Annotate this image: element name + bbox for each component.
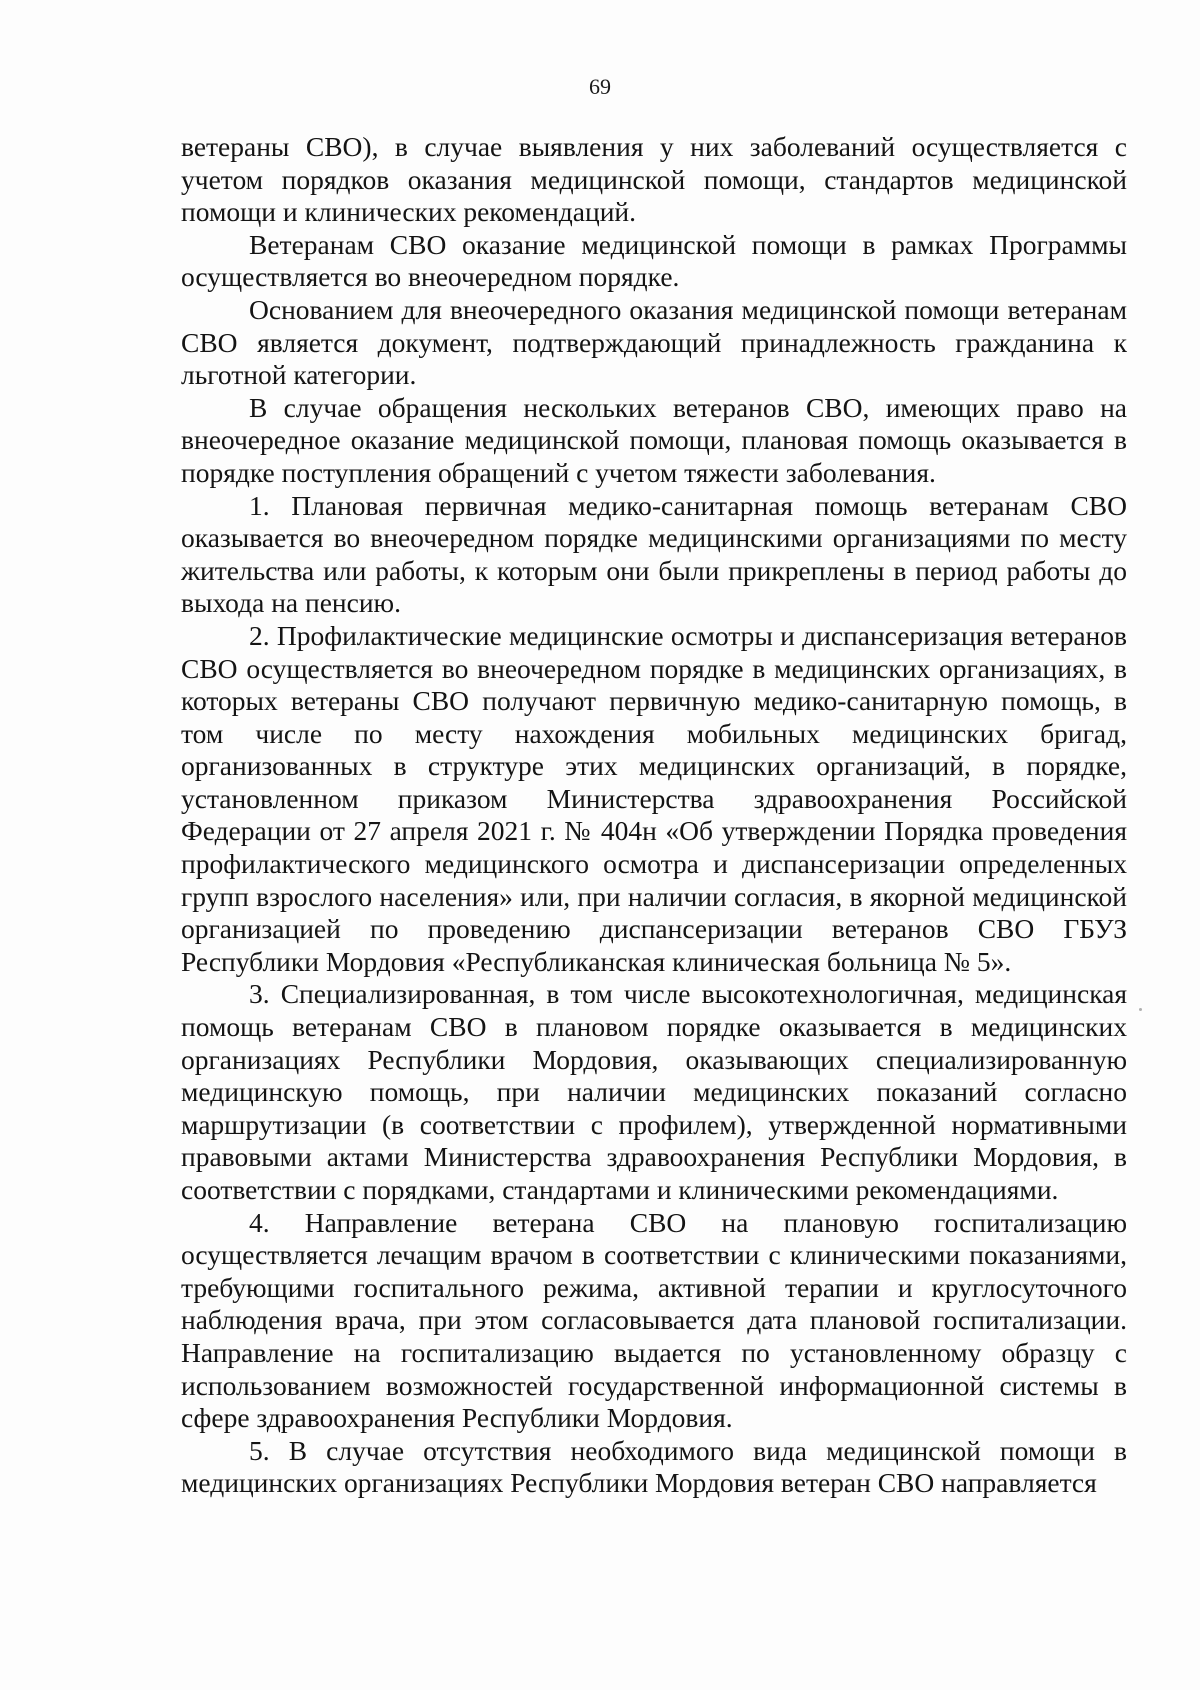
paragraph-item-3: 3. Специализированная, в том числе высокотехнологичная, медицинская помощь ветеранам СВО в плановом порядке оказывается в медицинских организациях Республики Мордовия, оказывающих специализированную медицинскую помощь, при наличии медицинских показаний согласно маршрутизации (в соответствии с профилем), утвержденной нормативными правовыми актами Министерства здравоохранения Республики Мордовия, в соответствии с порядками, стандартами и клиническими рекомендациями. xyxy=(181,978,1127,1205)
paragraph-multiple-requests: В случае обращения нескольких ветеранов СВО, имеющих право на внеочередное оказание медицинской помощи, плановая помощь оказывается в порядке поступления обращений с учетом тяжести заболевания. xyxy=(181,391,1127,488)
scan-speck xyxy=(1139,1008,1142,1011)
paragraph-out-of-turn: Ветеранам СВО оказание медицинской помощи в рамках Программы осуществляется во внеочередном порядке. xyxy=(181,228,1127,293)
paragraph-item-5: 5. В случае отсутствия необходимого вида медицинской помощи в медицинских организациях Республики Мордовия ветеран СВО направляется xyxy=(181,1434,1127,1499)
document-body xyxy=(181,131,1127,1500)
paragraph-item-1: 1. Плановая первичная медико-санитарная помощь ветеранам СВО оказывается во внеочередном порядке медицинскими организациями по месту жительства или работы, к которым они были прикреплены в период работы до выхода на пенсию. xyxy=(181,489,1127,619)
paragraph-grounds: Основанием для внеочередного оказания медицинской помощи ветеранам СВО является документ, подтверждающий принадлежность гражданина к льготной категории. xyxy=(181,293,1127,391)
page-number: 69 xyxy=(589,74,611,99)
paragraph-item-2: 2. Профилактические медицинские осмотры и диспансеризация ветеранов СВО осуществляется во внеочередном порядке в медицинских организациях, в которых ветераны СВО получают первичную медико-санитарную помощь, в том числе по месту нахождения мобильных медицинских бригад, организованных в структуре этих медицинских организаций, в порядке, установленном приказом Министерства здравоохранения Российской Федерации от 27 апреля 2021 г. № 404н «Об утверждении Порядка проведения профилактического медицинского осмотра и диспансеризации определенных групп взрослого населения» или, при наличии согласия, в якорной медицинской организацией по проведению диспансеризации ветеранов СВО ГБУЗ Республики Мордовия «Республиканская клиническая больница № 5». xyxy=(181,619,1127,977)
paragraph-continuation: ветераны СВО), в случае выявления у них заболеваний осуществляется с учетом порядков оказания медицинской помощи, стандартов медицинской помощи и клинических рекомендаций. xyxy=(181,131,1127,228)
paragraph-item-4: 4. Направление ветерана СВО на плановую госпитализацию осуществляется лечащим врачом в соответствии с клиническими показаниями, требующими госпитального режима, активной терапии и круглосуточного наблюдения врача, при этом согласовывается дата плановой госпитализации. Направление на госпитализацию выдается по установленному образцу с использованием возможностей государственной информационной системы в сфере здравоохранения Республики Мордовия. xyxy=(181,1206,1127,1434)
